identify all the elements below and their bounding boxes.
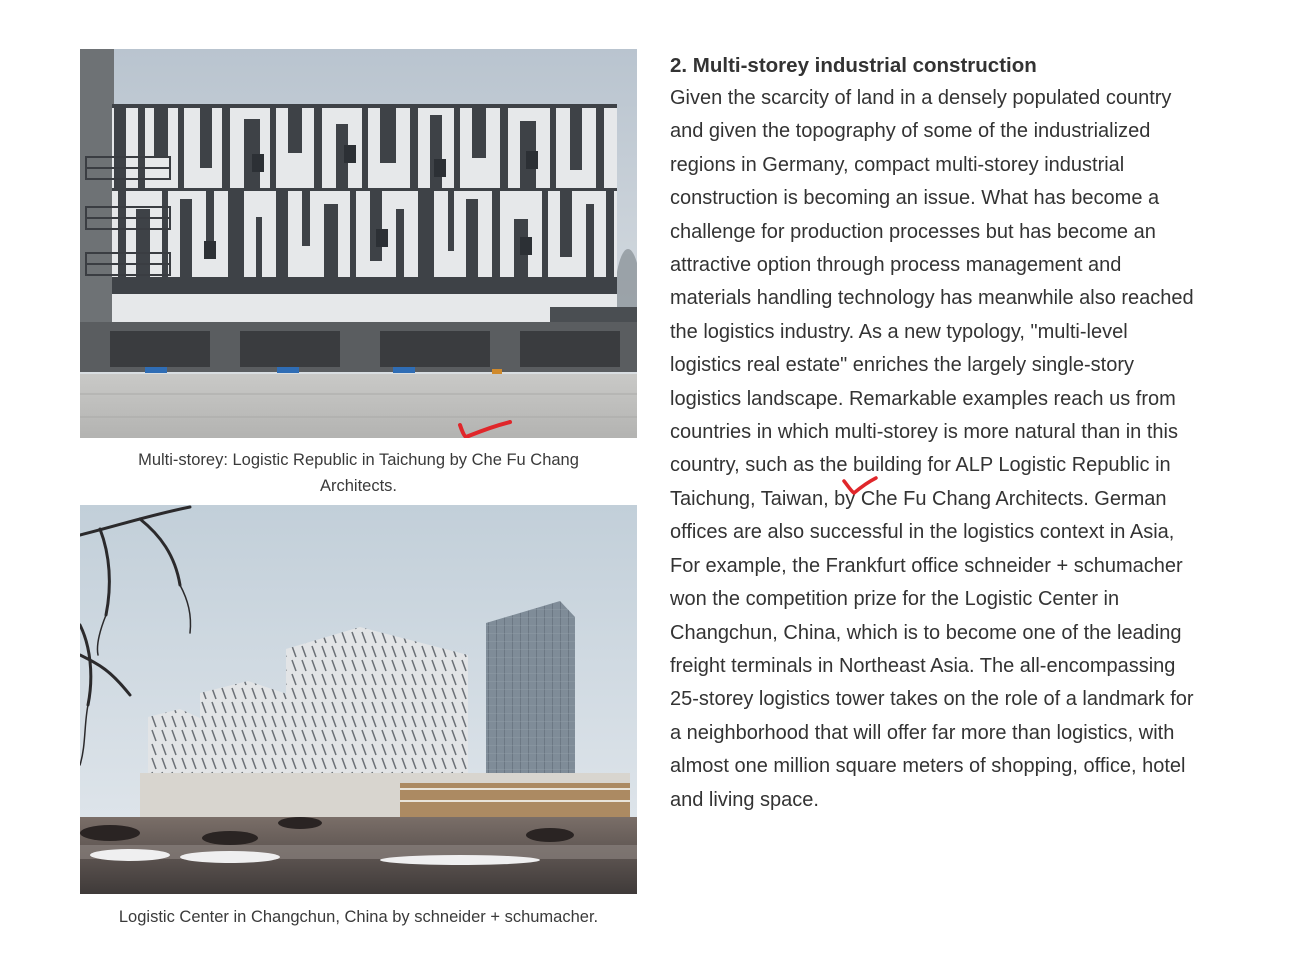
body-text-line: construction is becoming an issue. What has become a <box>670 187 1160 210</box>
body-text-line: regions in Germany, compact multi-storey industrial <box>670 153 1125 176</box>
article-column <box>670 50 1240 817</box>
body-text-line: and given the topography of some of the industrialized <box>670 120 1151 143</box>
body-text-line: and living space. <box>670 788 819 811</box>
caption-line: Architects. <box>319 477 398 495</box>
body-text-line: Changchun, China, which is to become one of the leading <box>670 621 1182 644</box>
body-text-line: For example, the Frankfurt office schneider + schumacher <box>670 554 1183 577</box>
article-body <box>670 82 1240 817</box>
body-text-line: logistics real estate" enriches the largely single-story <box>670 354 1134 377</box>
body-text-line: challenge for production processes but has become an <box>670 220 1156 243</box>
caption-line: Multi-storey: Logistic Republic in Taichung by Che Fu Chang <box>138 451 579 469</box>
body-text-line: countries in which multi-storey is more natural than in this <box>670 421 1178 444</box>
logistic-republic-photo <box>80 49 637 438</box>
body-text-line: logistics landscape. Remarkable examples reach us from <box>670 387 1176 410</box>
body-text-line: attractive option through process management and <box>670 254 1122 277</box>
body-text-line: the logistics industry. As a new typology, "multi-level <box>670 320 1128 343</box>
photo-1-caption <box>80 447 637 505</box>
photo-2-caption: Logistic Center in Changchun, China by schneider + schumacher. <box>118 908 599 926</box>
body-text-line: Given the scarcity of land in a densely populated country <box>670 87 1172 109</box>
body-text-line: 25-storey logistics tower takes on the role of a landmark for <box>670 688 1194 711</box>
body-text-line: Taichung, Taiwan, by Che Fu Chang Architects. German <box>670 487 1167 510</box>
red-check-mark <box>456 417 514 438</box>
red-check-mark-text <box>840 476 880 498</box>
body-text-line: offices are also successful in the logistics context in Asia, <box>670 521 1175 544</box>
body-text-line: country, such as the building for ALP Logistic Republic in <box>670 454 1171 477</box>
body-text-line: freight terminals in Northeast Asia. The all-encompassing <box>670 654 1176 677</box>
left-column <box>80 49 637 930</box>
logistic-center-photo <box>80 505 637 894</box>
section-heading: 2. Multi-storey industrial construction <box>670 54 1037 77</box>
body-text-line: won the competition prize for the Logistic Center in <box>670 588 1120 611</box>
body-text-line: materials handling technology has meanwhile also reached <box>670 287 1194 310</box>
body-text-line: a neighborhood that will offer far more than logistics, with <box>670 721 1175 744</box>
body-text-line: almost one million square meters of shopping, office, hotel <box>670 755 1186 778</box>
